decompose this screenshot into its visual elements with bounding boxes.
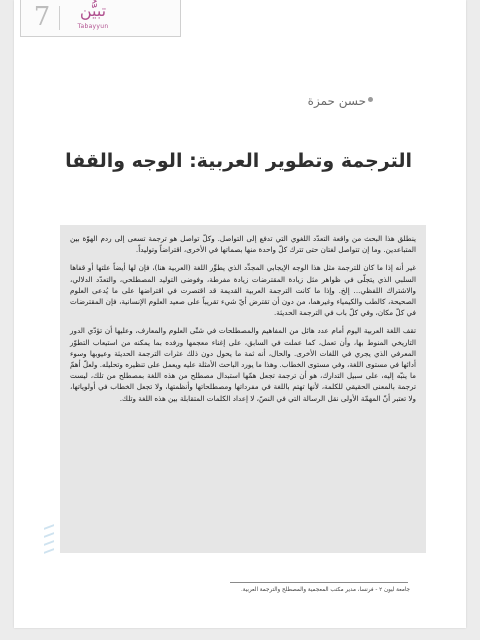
author-name: حسن حمزة [307, 94, 366, 108]
logo-text: تبيُّن [79, 1, 107, 20]
footnote-marker-icon [368, 97, 373, 102]
page-number: 7 [33, 2, 51, 32]
paragraph: غير أنه إذا ما كان للترجمة مثل هذا الوجه الإيجابي المجدِّد الذي يطوِّر اللغة (العربية هنا)، فإن لها أيضاً علتها أو قفاها السلبي الذي يتجلّى في ظواهر مثل زيادة المقترضات زيادة مفرطة، وفوضى التوليد المصطلحي، والتعدّد الدلالي، والاشتراك اللفظي... إلخ. وإذا ما كانت الترجمة العربية القديمة قد اقتصرت في اقتراضها على ما يُدعى العلوم الصحيحة، كالطب والكيمياء وغيرهما، من دون أن تقترض أيّ شيء تقريباً على صعيد العلوم الإنسانية، فإن المقترضات في كلّ مكان، وفي كلّ باب في الترجمة الحديثة. [70, 263, 416, 318]
footnote: جامعة ليون ٢ - فرنسا، مدير مكتب المعجمية والمصطلح والترجمة العربية. [240, 587, 410, 593]
decorative-stripes-icon [44, 520, 56, 560]
paragraph: ينطلق هذا البحث من واقعة التعدّد اللغوي التي تدفع إلى التواصل. وكلّ تواصل هو ترجمة تسعى إلى ردم الهوّة بين المتباعدين. وما إن تتواصل لغتان حتى تترك كلّ واحدة منها بصماتها في الأخرى، اقتراضاً وتوليداً. [70, 234, 416, 255]
logo-subtext: Tabayyun [77, 23, 109, 30]
document-page [14, 0, 466, 628]
page-header [20, 0, 181, 37]
paragraph: تقف اللغة العربية اليوم أمام عدد هائل من المفاهيم والمصطلحات في شتّى العلوم والمعارف، وعليها أن تؤدّي الدور التاريخي المنوط بها، وأن تعمل، كما عملت في السابق، على إغناء معجمها ورفده بما يمكنه من استيعاب التطوّر المعرفي الذي يجري في اللغات الأخرى. والحال، أنه ثمة ما يحول دون ذلك عثرات الترجمة الحديثة وعيوبها وسوء أدائها في مستوى اللغة، وفي مستوى الخطاب. وهذا ما يورد الباحث الأمثلة عليه ويعمل على تنظيره وتحليله. ولعلّ أهمّ ما ينبّه إليه، على سبيل التدارك، هو أن ترجمة تجعل همّها استبدال مصطلح من هذه اللغة بمصطلح من تلك، ليست ترجمة بالمعنى الحقيقي للكلمة، لأنها تهتم باللغة في مفرداتها ومصطلحاتها وأنظمتها، ولا تجعل الخطاب في أولوياتها، ولا تعتبر أنّ المهمّة الأولى نقل الرسالة التي في النصّ، لا إعداد الكلمات المتقابلة بين هذه اللغة وتلك. [70, 326, 416, 403]
article-title: الترجمة وتطوير العربية: الوجه والقفا [65, 150, 412, 172]
header-divider [59, 6, 60, 30]
abstract-box [60, 225, 426, 553]
journal-logo [71, 1, 115, 35]
footnote-rule [230, 582, 408, 583]
